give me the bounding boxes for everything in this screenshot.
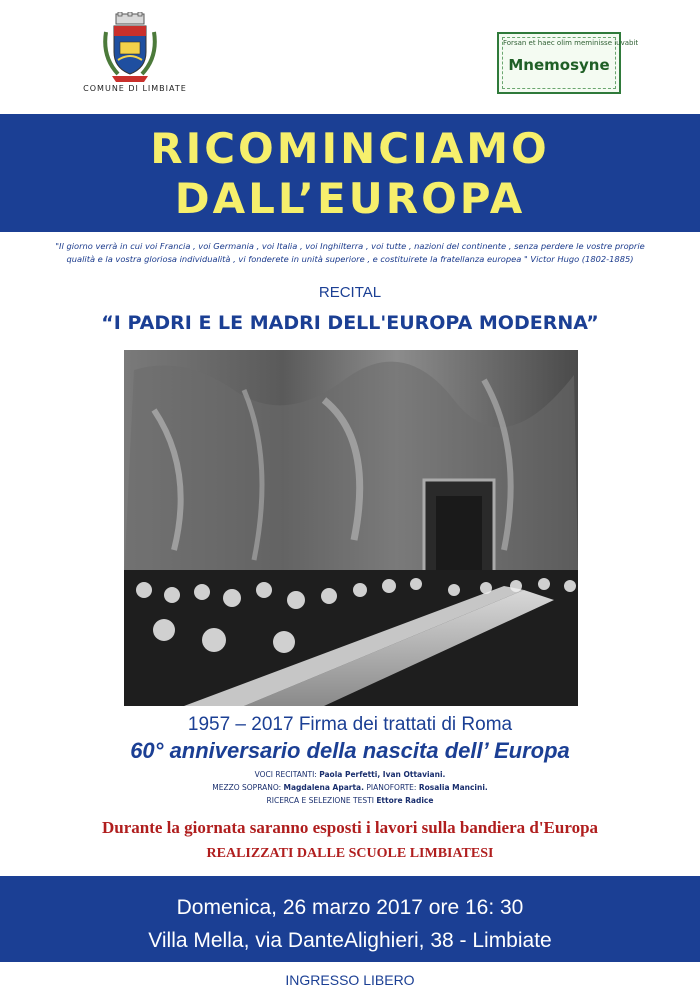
municipal-crest-logo — [100, 12, 160, 84]
piano-label: PIANOFORTE: — [366, 783, 417, 792]
credits-research — [0, 796, 700, 805]
event-kind: RECITAL — [318, 284, 382, 301]
quote-line-1: "Il giorno verrà in cui voi Francia , voi Germania , voi Italia , voi Inghilterra , voi tutte , nazioni del continente , senza perdere le vostre proprie — [55, 241, 645, 251]
logo-name: Mnemosyne — [508, 56, 610, 74]
exhibition-note: Durante la giornata saranno esposti i lavori sulla bandiera d'Europa — [101, 818, 599, 837]
treaty-dates: 1957 – 2017 Firma dei trattati di Roma — [187, 714, 513, 735]
municipality-name: COMUNE DI LIMBIATE — [83, 84, 187, 93]
event-title: “I PADRI E LE MADRI DELL'EUROPA MODERNA” — [101, 312, 599, 334]
voices-names: Paola Perfetti, Ivan Ottaviani. — [319, 770, 446, 779]
mnemosyne-logo — [497, 32, 639, 94]
soprano-label: MEZZO SOPRANO: — [212, 783, 282, 792]
logo-motto: Forsan et haec olim meminisse iuvabit — [503, 39, 639, 47]
research-name: Ettore Radice — [376, 796, 434, 805]
title-line-2: DALL’EUROPA — [174, 174, 526, 223]
soprano-name: Magdalena Aparta. — [283, 783, 364, 792]
event-datetime: Domenica, 26 marzo 2017 ore 16: 30 — [176, 896, 524, 919]
event-details-banner — [0, 876, 700, 962]
free-entry-note: INGRESSO LIBERO — [285, 972, 415, 988]
piano-name: Rosalia Mancini. — [418, 783, 488, 792]
research-label: RICERCA E SELEZIONE TESTI — [266, 796, 374, 805]
quote-line-2: qualità e la vostra gloriosa individualità , vi fonderete in unità superiore , e costituirete la fratellanza europea " Victor Hugo (1802-1885) — [66, 254, 634, 264]
treaty-signing-photo — [124, 350, 578, 706]
victor-hugo-quote — [40, 240, 660, 266]
title-line-1: RICOMINCIAMO — [150, 124, 550, 173]
title-banner — [0, 114, 700, 232]
credits-voices — [0, 770, 700, 779]
event-location: Villa Mella, via DanteAlighieri, 38 - Limbiate — [148, 929, 552, 952]
credits-music — [0, 783, 700, 792]
schools-note: REALIZZATI DALLE SCUOLE LIMBIATESI — [206, 846, 494, 861]
anniversary-headline: 60° anniversario della nascita dell’ Europa — [130, 738, 570, 763]
voices-label: VOCI RECITANTI: — [254, 770, 317, 779]
